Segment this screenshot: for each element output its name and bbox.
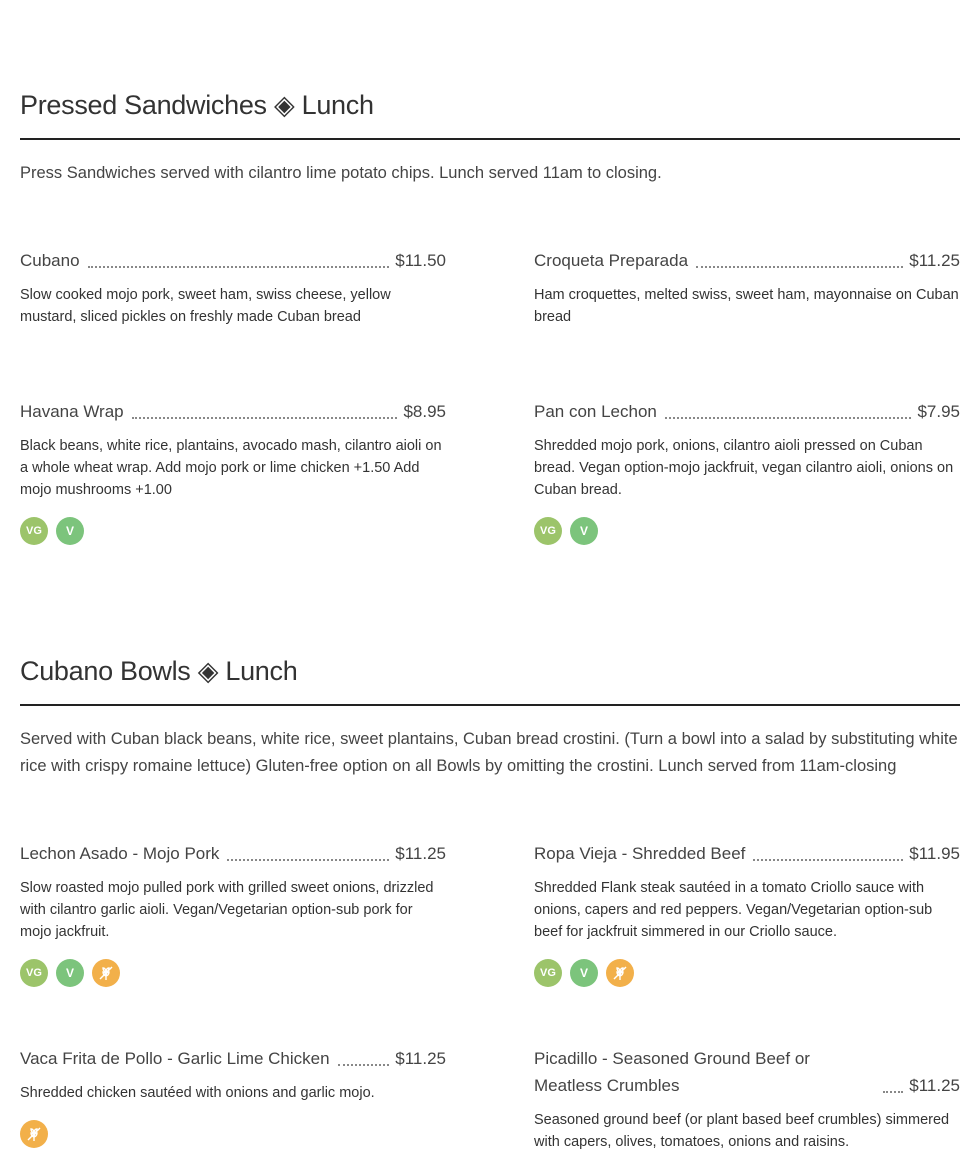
item-name: Picadillo - Seasoned Ground Beef or Meatless Crumbles (534, 1049, 810, 1095)
section-title: Pressed Sandwiches ◈ Lunch (20, 88, 960, 140)
item-description: Shredded mojo pork, onions, cilantro aioli pressed on Cuban bread. Vegan option-mojo jackfruit, vegan cilantro aioli, onions on Cuban bread. (534, 438, 954, 498)
menu-item-lechon-asado[interactable] (20, 840, 446, 987)
gluten-free-wheat-icon (20, 1120, 48, 1148)
item-description: Shredded Flank steak sautéed in a tomato Criollo sauce with onions, capers and red peppers. Vegan/Vegetarian option-sub beef for jackfruit simmered in our Criollo sauce. (534, 880, 933, 940)
item-description: Seasoned ground beef (or plant based beef crumbles) simmered with capers, olives, tomatoes, onions and raisins. (534, 1112, 950, 1150)
menu-item-cubano[interactable] (20, 247, 446, 328)
menu-item-pan-con-lechon[interactable] (534, 398, 960, 545)
item-name: Pan con Lechon (534, 402, 657, 421)
item-price: $11.25 (395, 844, 446, 863)
section-title: Cubano Bowls ◈ Lunch (20, 654, 960, 706)
item-name: Cubano (20, 251, 80, 270)
menu-item-havana-wrap[interactable] (20, 398, 446, 545)
dot-leader (883, 1091, 903, 1093)
item-name: Havana Wrap (20, 402, 124, 421)
item-name: Ropa Vieja - Shredded Beef (534, 844, 746, 863)
vegetarian-badge-icon: V (570, 959, 598, 987)
diet-badges (20, 959, 446, 987)
item-description: Ham croquettes, melted swiss, sweet ham, mayonnaise on Cuban bread (534, 287, 959, 325)
gluten-free-wheat-icon (606, 959, 634, 987)
item-price: $11.95 (909, 844, 960, 863)
item-price: $11.50 (395, 251, 446, 270)
dot-leader (753, 859, 903, 861)
item-name: Croqueta Preparada (534, 251, 689, 270)
item-price: $11.25 (395, 1049, 446, 1068)
diet-badges (20, 1120, 446, 1148)
item-description: Slow roasted mojo pulled pork with grilled sweet onions, drizzled with cilantro garlic aioli. Vegan/Vegetarian option-sub pork for mojo jackfruit. (20, 880, 434, 940)
item-description: Shredded chicken sautéed with onions and garlic mojo. (20, 1085, 375, 1101)
item-description: Black beans, white rice, plantains, avocado mash, cilantro aioli on a whole wheat wrap. Add mojo pork or lime chicken +1.50 Add mojo mushrooms +1.00 (20, 438, 442, 498)
dot-leader (132, 417, 398, 419)
menu-item-croqueta-preparada[interactable] (534, 247, 960, 328)
section-pressed-sandwiches (20, 88, 960, 187)
item-name: Lechon Asado - Mojo Pork (20, 844, 220, 863)
dot-leader (227, 859, 389, 861)
diet-badges (20, 517, 446, 545)
vegetarian-badge-icon: V (56, 959, 84, 987)
dot-leader (665, 417, 912, 419)
dot-leader (88, 266, 390, 268)
menu-item-ropa-vieja[interactable] (534, 840, 960, 987)
dot-leader (338, 1064, 390, 1066)
vegetarian-badge-icon: V (570, 517, 598, 545)
diet-badges (534, 959, 960, 987)
item-price: $11.25 (909, 251, 960, 270)
section-cubano-bowls (20, 654, 960, 780)
diet-badges (534, 517, 960, 545)
section-description: Served with Cuban black beans, white rice, sweet plantains, Cuban bread crostini. (Turn a bowl into a salad by substituting white rice with crispy romaine lettuce) Gluten-free option on all Bowls by omitting the crostini. Lunch served from 11am-closing (20, 730, 958, 775)
section-description: Press Sandwiches served with cilantro lime potato chips. Lunch served 11am to closing. (20, 164, 662, 182)
vegan-badge-icon: VG (20, 517, 48, 545)
vegan-badge-icon: VG (20, 959, 48, 987)
dot-leader (696, 266, 903, 268)
item-price: $11.25 (909, 1076, 960, 1095)
menu-item-vaca-frita-de-pollo[interactable] (20, 1045, 446, 1148)
menu-item-picadillo[interactable] (534, 1045, 960, 1153)
item-price: $8.95 (403, 402, 446, 421)
vegan-badge-icon: VG (534, 517, 562, 545)
vegan-badge-icon: VG (534, 959, 562, 987)
vegetarian-badge-icon: V (56, 517, 84, 545)
item-name: Vaca Frita de Pollo - Garlic Lime Chicken (20, 1049, 330, 1068)
item-description: Slow cooked mojo pork, sweet ham, swiss cheese, yellow mustard, sliced pickles on freshly made Cuban bread (20, 287, 391, 325)
item-price: $7.95 (917, 402, 960, 421)
gluten-free-wheat-icon (92, 959, 120, 987)
